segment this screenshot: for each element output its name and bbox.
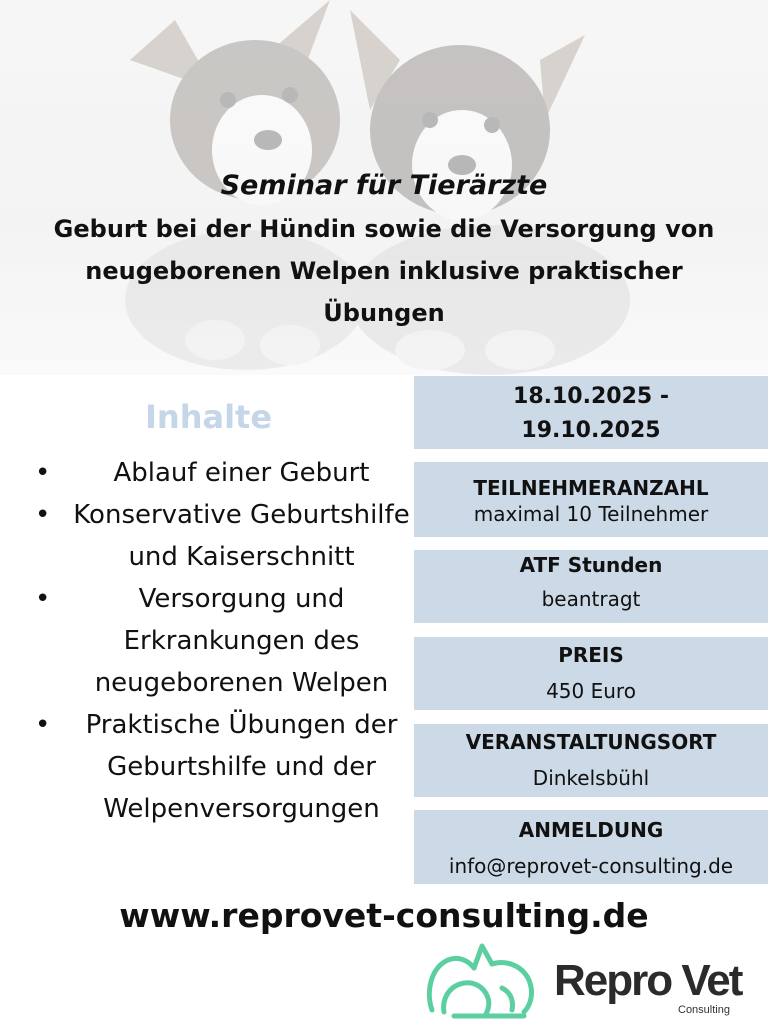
dog-cat-logo-icon	[424, 938, 544, 1021]
registration-label: ANMELDUNG	[518, 818, 664, 842]
price-box	[414, 637, 768, 710]
bullet-icon: •	[35, 500, 51, 530]
venue-value: Dinkelsbühl	[532, 766, 650, 790]
price-value: 450 Euro	[546, 679, 636, 703]
list-item	[25, 578, 410, 704]
participants-value: maximal 10 Teilnehmer	[473, 502, 709, 526]
participants-label: TEILNEHMERANZAHL	[473, 476, 709, 500]
date-box	[414, 376, 768, 449]
atf-value: beantragt	[541, 587, 641, 611]
list-item-text: Konservative Geburtshilfe und Kaiserschnitt	[73, 500, 410, 572]
registration-box	[414, 810, 768, 884]
atf-box	[414, 550, 768, 623]
seminar-subtitle: Geburt bei der Hündin sowie die Versorgung von neugeborenen Welpen inklusive praktischer Übungen	[53, 215, 715, 327]
hero-title-block	[0, 168, 768, 334]
atf-label: ATF Stunden	[519, 553, 663, 577]
reprovet-logo	[424, 938, 768, 1021]
venue-label: VERANSTALTUNGSORT	[465, 730, 717, 754]
list-item-text: Ablauf einer Geburt	[113, 458, 370, 488]
bullet-icon: •	[35, 584, 51, 614]
registration-value[interactable]: info@reprovet-consulting.de	[448, 854, 734, 878]
venue-box	[414, 724, 768, 797]
date-value: 18.10.2025 - 19.10.2025	[513, 384, 669, 443]
website-link[interactable]: www.reprovet-consulting.de	[119, 896, 649, 935]
seminar-title: Seminar für Tierärzte	[220, 170, 548, 201]
hero-image	[0, 0, 768, 375]
list-item	[25, 704, 410, 830]
logo-name: Repro Vet	[554, 956, 742, 1005]
list-item	[25, 494, 410, 578]
list-item-text: Versorgung und Erkrankungen des neugeborenen Welpen	[94, 584, 389, 698]
bullet-icon: •	[35, 458, 51, 488]
list-item-text: Praktische Übungen der Geburtshilfe und der Welpenversorgungen	[85, 710, 398, 824]
price-label: PREIS	[558, 643, 624, 667]
participants-box	[414, 462, 768, 537]
contents-heading: Inhalte	[145, 398, 273, 436]
logo-subtitle: Consulting	[678, 1004, 730, 1016]
list-item	[25, 452, 410, 494]
bullet-icon: •	[35, 710, 51, 740]
contents-list	[25, 452, 410, 830]
